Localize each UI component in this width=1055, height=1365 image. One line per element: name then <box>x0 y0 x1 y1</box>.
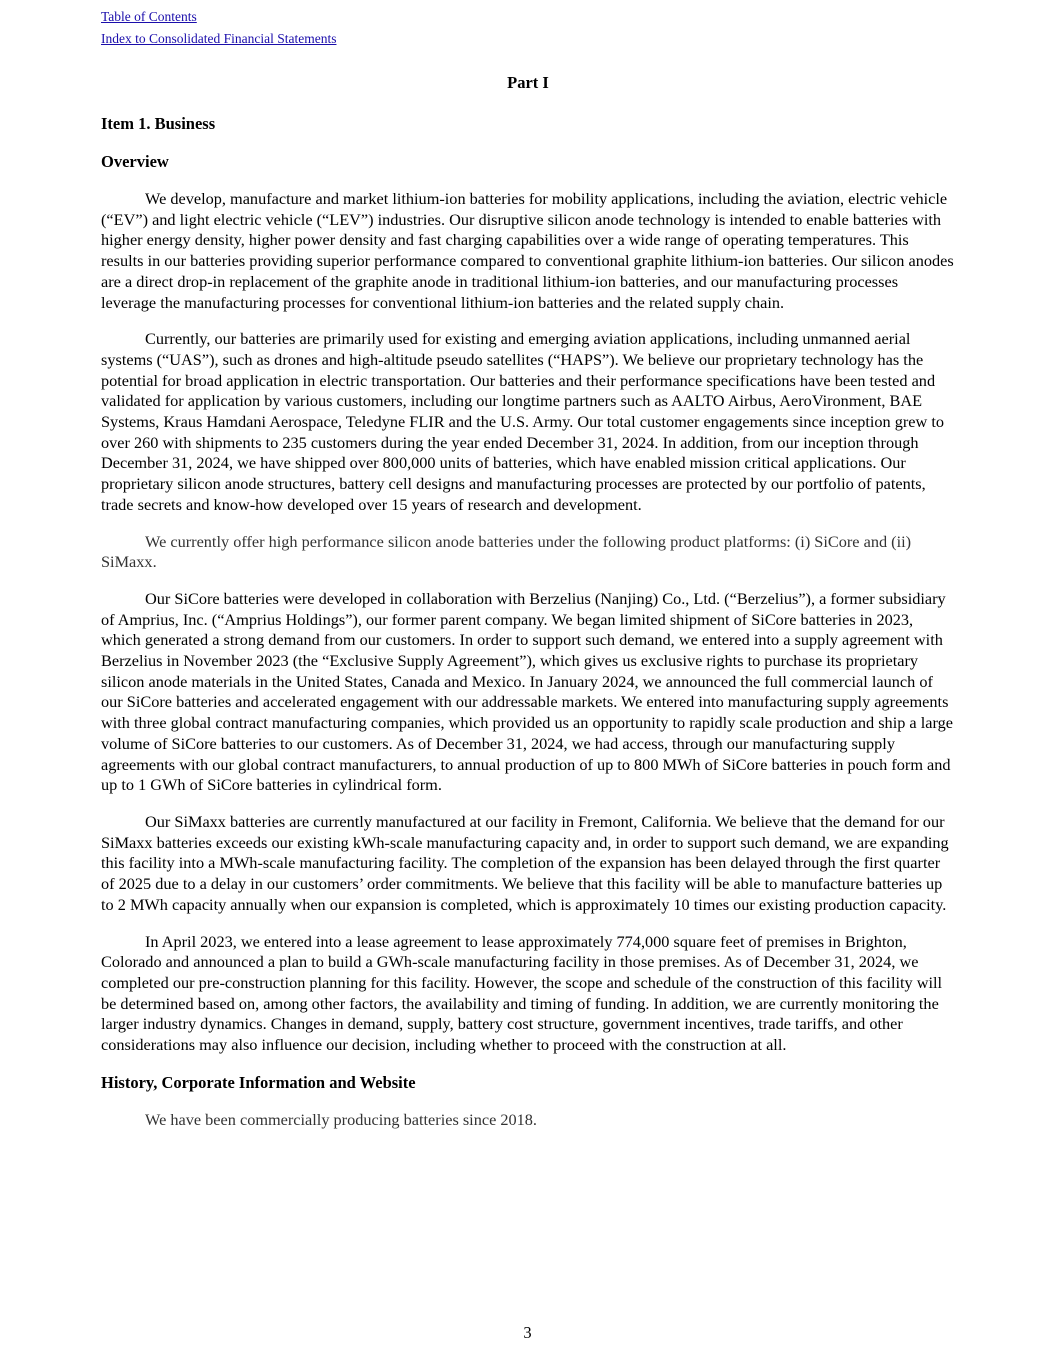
history-heading: History, Corporate Information and Website <box>101 1072 416 1092</box>
index-financial-statements-link[interactable]: Index to Consolidated Financial Statements <box>101 31 337 46</box>
overview-paragraph-3: We currently offer high performance silicon anode batteries under the following product platforms: (i) SiCore and (ii) SiMaxx. <box>101 531 912 572</box>
overview-paragraph-4: Our SiCore batteries were developed in collaboration with Berzelius (Nanjing) Co., Ltd. (“Berzelius”), a former subsidiary of Amprius, Inc. (“Amprius Holdings”), our former parent company. We began limited shipment of SiCore batteries in 2023, which generated a strong demand from our customers. In order to support such demand, we entered into a supply agreement with Berzelius in November 2023 (the “Exclusive Supply Agreement”), which gives us exclusive rights to purchase its proprietary silicon anode materials in the United States, Canada and Mexico. In January 2024, we announced the full commercial launch of our SiCore batteries and accelerated engagement with our addressable markets. We entered into manufacturing supply agreements with three global contract manufacturing companies, which provided us an opportunity to rapidly scale production and ship a large volume of SiCore batteries to our customers. As of December 31, 2024, we had access, through our manufacturing supply agreements with our global contract manufacturers, to annual production of up to 800 MWh of SiCore batteries in pouch form and up to 1 GWh of SiCore batteries in cylindrical form. <box>101 588 953 795</box>
page-number: 3 <box>523 1323 532 1342</box>
table-of-contents-link[interactable]: Table of Contents <box>101 9 197 24</box>
overview-paragraph-5: Our SiMaxx batteries are currently manufactured at our facility in Fremont, California. We believe that the demand for our SiMaxx batteries exceeds our existing kWh-scale manufacturing capacity and, in order to support such demand, we are expanding this facility into a MWh-scale manufacturing facility. The completion of the expansion has been delayed through the first quarter of 2025 due to a delay in our customers’ order commitments. We believe that this facility will be able to manufacture batteries up to 2 MWh capacity annually when our expansion is completed, which is approximately 10 times our existing production capacity. <box>101 811 949 914</box>
overview-heading: Overview <box>101 152 169 171</box>
overview-paragraph-6: In April 2023, we entered into a lease agreement to lease approximately 774,000 square feet of premises in Brighton, Colorado and announced a plan to build a GWh-scale manufacturing facility in those premises. As of December 31, 2024, we completed our pre-construction planning for this facility. However, the scope and schedule of the construction of this facility will be determined based on, among other factors, the availability and timing of funding. In addition, we are currently monitoring the larger industry dynamics. Changes in demand, supply, battery cost structure, government incentives, trade tariffs, and other considerations may also influence our decision, including whether to proceed with the construction at all. <box>101 931 943 1055</box>
overview-paragraph-2: Currently, our batteries are primarily used for existing and emerging aviation applications, including unmanned aerial systems (“UAS”), such as drones and high-altitude pseudo satellites (“HAPS”). We believe our proprietary technology has the potential for broad application in electric transportation. Our batteries and their performance specifications have been tested and validated for application by various customers, including our longtime partners such as AALTO Airbus, AeroVironment, BAE Systems, Kraus Hamdani Aerospace, Teledyne FLIR and the U.S. Army. Our total customer engagements since inception grew to over 260 with shipments to 235 customers during the year ended December 31, 2024. In addition, from our inception through December 31, 2024, we have shipped over 800,000 units of batteries, which have enabled mission critical applications. Our proprietary silicon anode structures, battery cell designs and manufacturing processes are protected by our portfolio of patents, trade secrets and know-how developed over 15 years of research and development. <box>101 329 945 514</box>
item-title: Item 1. Business <box>101 114 216 133</box>
history-paragraph: We have been commercially producing batteries since 2018. <box>145 1109 538 1129</box>
overview-paragraph-1: We develop, manufacture and market lithium-ion batteries for mobility applications, including the aviation, electric vehicle (“EV”) and light electric vehicle (“LEV”) industries. Our disruptive silicon anode technology is intended to enable batteries with higher energy density, higher power density and fast charging capabilities over a wide range of operating temperatures. This results in our batteries providing superior performance compared to conventional graphite lithium-ion batteries. Our silicon anodes are a direct drop-in replacement of the graphite anode in traditional lithium-ion batteries, and our manufacturing processes leverage the manufacturing processes for conventional lithium-ion batteries and the related supply chain. <box>101 189 954 312</box>
document-page <box>101 0 955 1130</box>
part-title: Part I <box>507 73 549 92</box>
